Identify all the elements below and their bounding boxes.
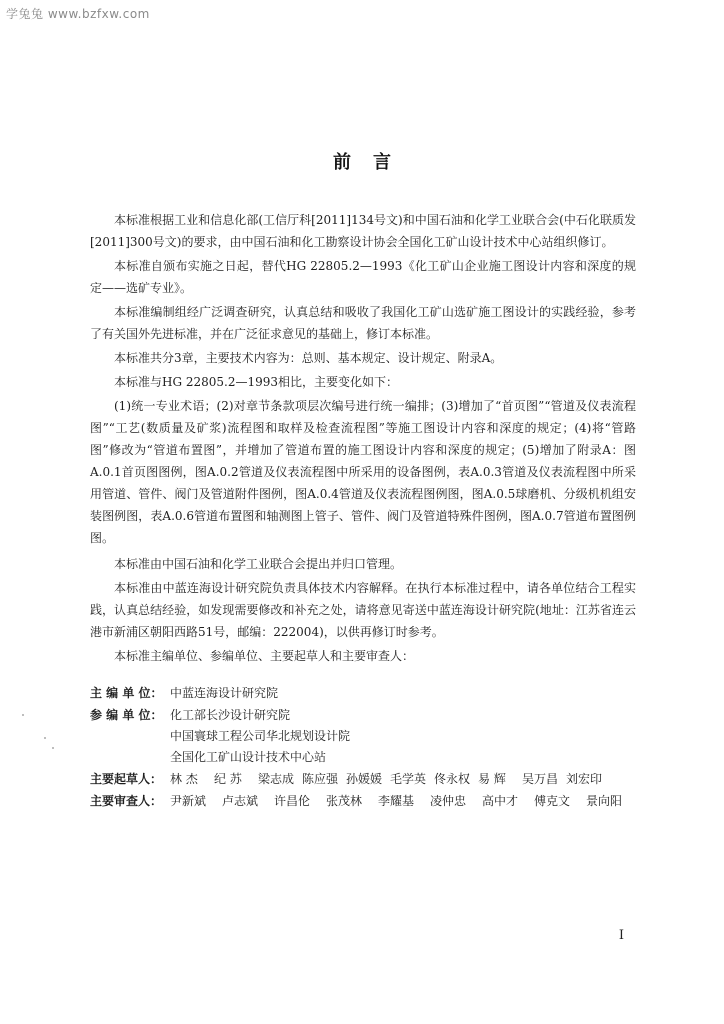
reviewer-name: 张茂林	[326, 794, 363, 808]
reviewer-name: 尹新斌	[170, 794, 207, 808]
drafter-name: 纪 苏	[214, 772, 242, 786]
chief-unit: 中蓝连海设计研究院	[170, 686, 279, 700]
partner-unit: 中国寰球工程公司华北规划设计院	[170, 729, 351, 743]
reviewer-name: 卢志斌	[222, 794, 259, 808]
reviewers-names	[170, 791, 650, 812]
staff-list	[90, 683, 650, 813]
paragraph: 本标准根据工业和信息化部(工信厅科[2011]134号文)和中国石油和化学工业联合会(中石化联质发[2011]300号文)的要求，由中国石油和化工勘察设计协会全国化工矿山设计技术中心站组织修订。	[90, 213, 636, 249]
scan-speck	[44, 737, 46, 739]
partner-unit: 化工部长沙设计研究院	[170, 708, 291, 722]
drafter-name: 刘宏印	[566, 772, 603, 786]
paragraph: 本标准由中蓝连海设计研究院负责具体技术内容解释。在执行本标准过程中，请各单位结合工程实践，认真总结经验，如发现需要修改和补充之处，请将意见寄送中蓝连海设计研究院(地址：江苏省连云港市新浦区朝阳西路51号，邮编：222004)，以供再修订时参考。	[90, 581, 636, 639]
drafter-name: 陈应强	[302, 772, 339, 786]
drafters-names	[170, 769, 650, 790]
partner-units-row	[90, 705, 650, 768]
reviewer-name: 李耀基	[378, 794, 415, 808]
partner-unit: 全国化工矿山设计技术中心站	[170, 750, 327, 764]
drafter-name: 孙媛媛	[346, 772, 383, 786]
drafter-name: 毛学英	[390, 772, 427, 786]
reviewer-name: 高中才	[482, 794, 519, 808]
drafter-name: 易 辉	[478, 772, 506, 786]
page-number: I	[618, 928, 624, 943]
paragraph: (1)统一专业术语；(2)对章节条款项层次编号进行统一编排；(3)增加了“首页图”“管道及仪表流程图”“工艺(数质量及矿浆)流程图和取样及检查流程图”等施工图设计内容和深度的规定；(4)将“管路图”修改为“管道布置图”，并增加了管道布置的施工图设计内容和深度的规定；(5)增加了附录A：图A.0.1首页图图例，图A.0.2管道及仪表流程图中所采用的设备图例，表A.0.3管道及仪表流程图中所采用管道、管件、阀门及管道附件图例，图A.0.4管道及仪表流程图例图，图A.0.5球磨机、分级机机组安装图例图，表A.0.6管道布置图和轴测图上管子、管件、阀门及管道特殊件图例，图A.0.7管道布置图例图。	[90, 399, 636, 545]
paragraph: 本标准与HG 22805.2—1993相比，主要变化如下：	[114, 375, 399, 389]
paragraph: 本标准编制组经广泛调查研究，认真总结和吸收了我国化工矿山选矿施工图设计的实践经验，参考了有关国外先进标准，并在广泛征求意见的基础上，修订本标准。	[90, 305, 636, 341]
reviewer-name: 许昌伦	[274, 794, 311, 808]
watermark: 学兔兔 www.bzfxw.com	[6, 7, 150, 21]
chief-unit-row	[90, 683, 650, 704]
drafter-name: 梁志成	[258, 772, 295, 786]
drafters-row	[90, 769, 650, 790]
reviewers-label: 主要审查人：	[90, 794, 163, 808]
drafters-label: 主要起草人：	[90, 772, 163, 786]
paragraph: 本标准共分3章，主要技术内容为：总则、基本规定、设计规定、附录A。	[114, 351, 503, 365]
reviewer-name: 凌仲忠	[430, 794, 467, 808]
reviewers-row	[90, 791, 650, 812]
paragraph: 本标准由中国石油和化学工业联合会提出并归口管理。	[114, 557, 403, 571]
partner-units-label: 参 编 单 位：	[90, 708, 163, 722]
preface-body	[90, 209, 636, 669]
reviewer-name: 傅克文	[534, 794, 571, 808]
chief-unit-label: 主 编 单 位：	[90, 686, 163, 700]
reviewer-name: 景向阳	[586, 794, 623, 808]
drafter-name: 吴万昌	[522, 772, 559, 786]
page-title: 前言	[333, 152, 413, 173]
drafter-name: 佟永权	[434, 772, 471, 786]
scan-speck	[22, 714, 24, 716]
scan-speck	[52, 747, 54, 749]
paragraph: 本标准主编单位、参编单位、主要起草人和主要审查人：	[114, 649, 415, 663]
drafter-name: 林 杰	[170, 772, 198, 786]
paragraph: 本标准自颁布实施之日起，替代HG 22805.2—1993《化工矿山企业施工图设计内容和深度的规定——选矿专业》。	[90, 259, 636, 295]
